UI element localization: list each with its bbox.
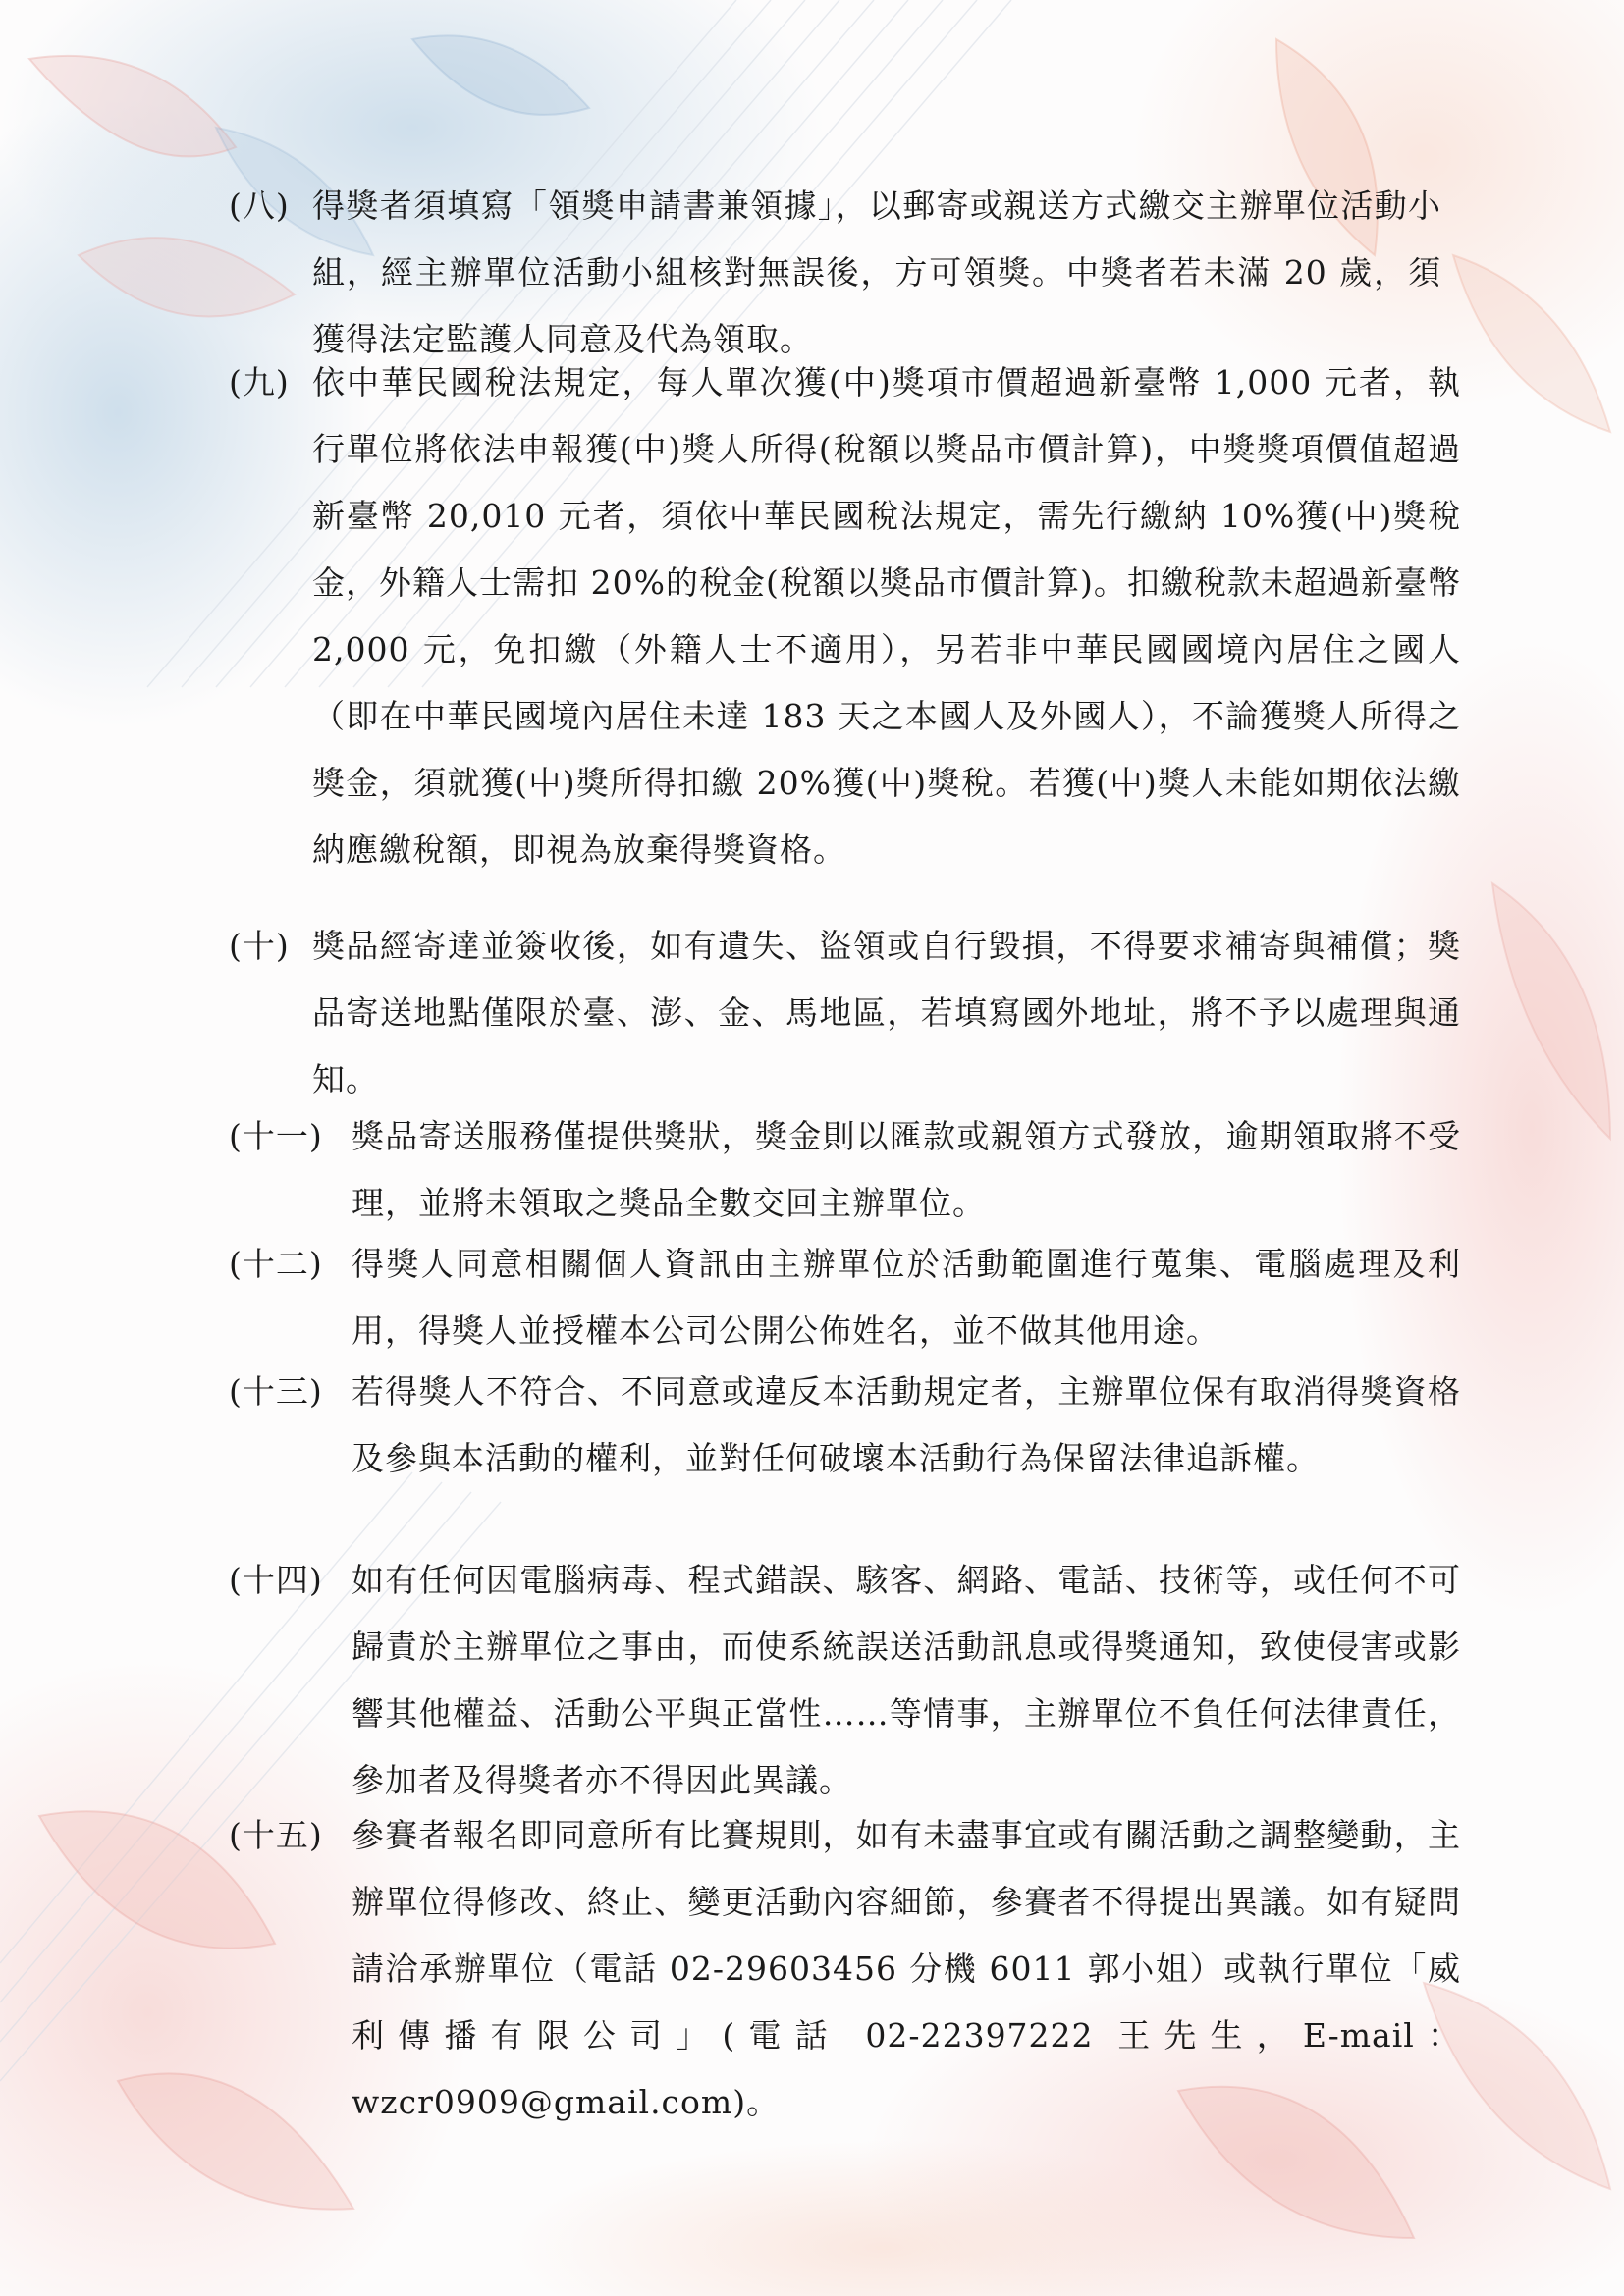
list-item-text: 若得獎人不符合、不同意或違反本活動規定者，主辦單位保有取消得獎資格及參與本活動的權利，並對任何破壞本活動行為保留法律追訴權。 xyxy=(352,1372,1461,1477)
list-item-text: 獎品寄送服務僅提供獎狀，獎金則以匯款或親領方式發放，逾期領取將不受理，並將未領取之獎品全數交回主辦單位。 xyxy=(352,1117,1461,1222)
list-item-marker: (十五) xyxy=(229,1816,323,1854)
list-item-marker: (十一) xyxy=(229,1117,323,1155)
list-item-text: 參賽者報名即同意所有比賽規則，如有未盡事宜或有關活動之調整變動，主辦單位得修改、終止、變更活動內容細節，參賽者不得提出異議。如有疑問請洽承辦單位（電話 02-29603456 分機 6011 郭小姐）或執行單位「威利傳播有限公司」(電話 02-22397222 王先生，E-mail：wzcr0909@gmail.com)。 xyxy=(352,1816,1461,2121)
list-item-marker: (八) xyxy=(229,187,290,225)
list-item-marker: (十四) xyxy=(229,1561,323,1599)
list-item-marker: (十) xyxy=(229,927,290,965)
list-item-marker: (九) xyxy=(229,363,290,401)
list-item-marker: (十二) xyxy=(229,1245,323,1283)
list-item-text: 如有任何因電腦病毒、程式錯誤、駭客、網路、電話、技術等，或任何不可歸責於主辦單位之事由，而使系統誤送活動訊息或得獎通知，致使侵害或影響其他權益、活動公平與正當性……等情事，主辦單位不負任何法律責任，參加者及得獎者亦不得因此異議。 xyxy=(352,1561,1461,1799)
list-item-marker: (十三) xyxy=(229,1372,323,1411)
list-item-text: 得獎人同意相關個人資訊由主辦單位於活動範圍進行蒐集、電腦處理及利用，得獎人並授權本公司公開公佈姓名，並不做其他用途。 xyxy=(352,1245,1461,1350)
list-item-text: 得獎者須填寫「領獎申請書兼領據」，以郵寄或親送方式繳交主辦單位活動小組，經主辦單位活動小組核對無誤後，方可領獎。中獎者若未滿 20 歲，須獲得法定監護人同意及代為領取。 xyxy=(312,187,1441,358)
list-item-text: 獎品經寄達並簽收後，如有遺失、盜領或自行毀損，不得要求補寄與補償；獎品寄送地點僅限於臺、澎、金、馬地區，若填寫國外地址，將不予以處理與通知。 xyxy=(312,927,1461,1098)
list-item-text: 依中華民國稅法規定，每人單次獲(中)獎項市價超過新臺幣 1,000 元者，執行單位將依法申報獲(中)獎人所得(稅額以獎品市價計算)，中獎獎項價值超過新臺幣 20,010 元者，須依中華民國稅法規定，需先行繳納 10%獲(中)獎稅金，外籍人士需扣 20%的稅金(稅額以獎品市價計算)。扣繳稅款未超過新臺幣 2,000 元，免扣繳（外籍人士不適用），另若非中華民國國境內居住之國人（即在中華民國境內居住未達 183 天之本國人及外國人），不論獲獎人所得之獎金，須就獲(中)獎所得扣繳 20%獲(中)獎稅。若獲(中)獎人未能如期依法繳納應繳稅額，即視為放棄得獎資格。 xyxy=(312,363,1461,869)
